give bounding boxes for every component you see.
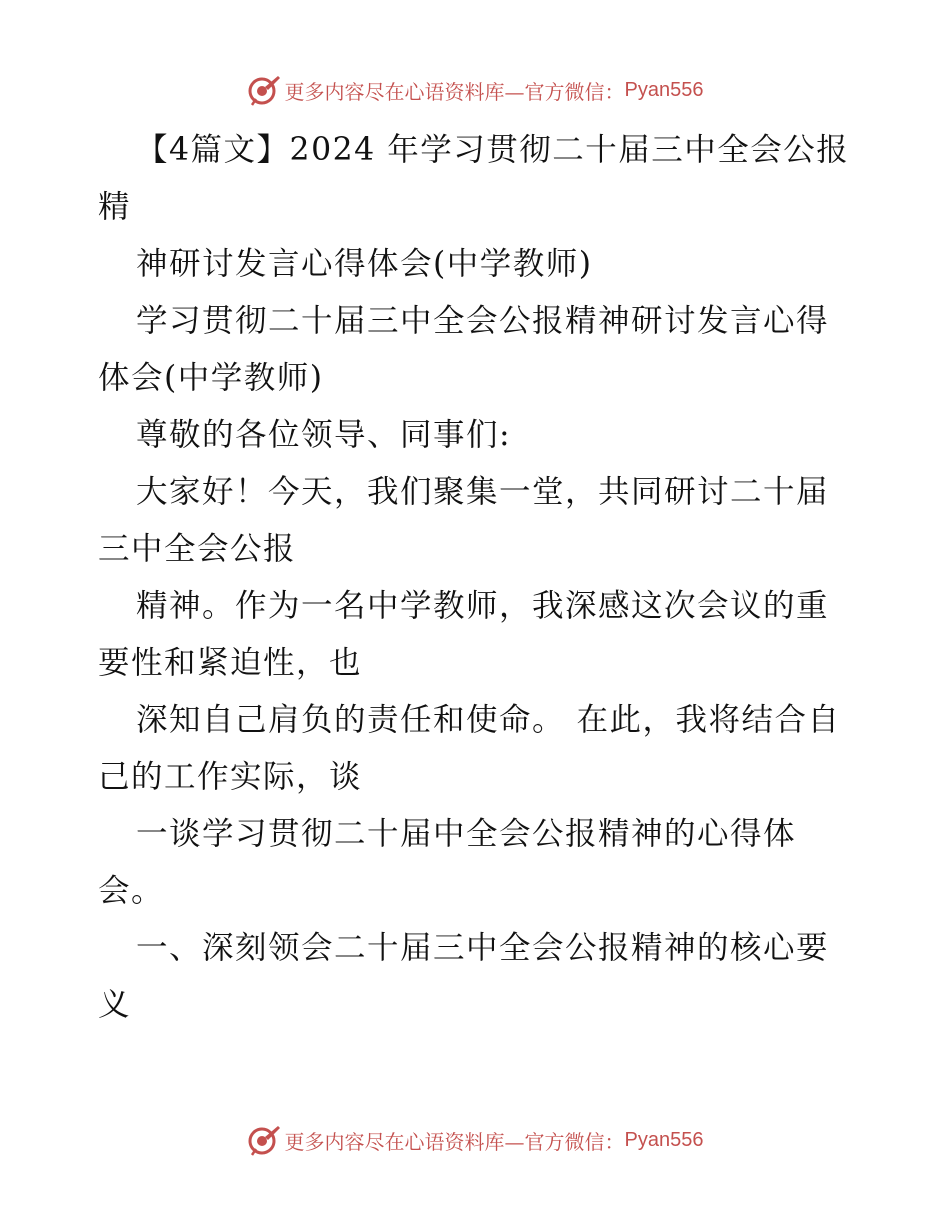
body-paragraph: 大家好！今天，我们聚集一堂，共同研讨二十届三中全会公报: [98, 474, 830, 567]
watermark-wechat-id: Pyan556: [624, 78, 704, 101]
body-paragraph: 深知自己肩负的责任和使命。 在此，我将结合自己的工作实际，谈: [98, 702, 841, 795]
watermark-wechat-id: Pyan556: [624, 1128, 704, 1151]
section-heading: 一、深刻领会二十届三中全会公报精神的核心要义: [98, 930, 830, 1023]
salutation: 尊敬的各位领导、同事们:: [136, 417, 512, 453]
body-paragraph: 一谈学习贯彻二十届中全会公报精神的心得体会。: [98, 816, 797, 909]
pen-logo-icon: [247, 73, 281, 107]
watermark-text: 更多内容尽在心语资料库—官方微信：: [284, 79, 625, 104]
document-title-line-2: 神研讨发言心得体会(中学教师): [136, 246, 593, 282]
watermark-text: 更多内容尽在心语资料库—官方微信：: [284, 1129, 625, 1154]
footer-watermark-banner: [0, 1120, 950, 1160]
pen-logo-icon: [247, 1123, 281, 1157]
document-title-line-1: 【4篇文】2024 年学习贯彻二十届三中全会公报精: [98, 132, 850, 225]
header-watermark-banner: [0, 70, 950, 110]
document-subtitle: 学习贯彻二十届三中全会公报精神研讨发言心得体会(中学教师): [98, 303, 830, 396]
body-paragraph: 精神。作为一名中学教师，我深感这次会议的重要性和紧迫性，也: [98, 588, 830, 681]
document-body: [98, 122, 858, 1034]
